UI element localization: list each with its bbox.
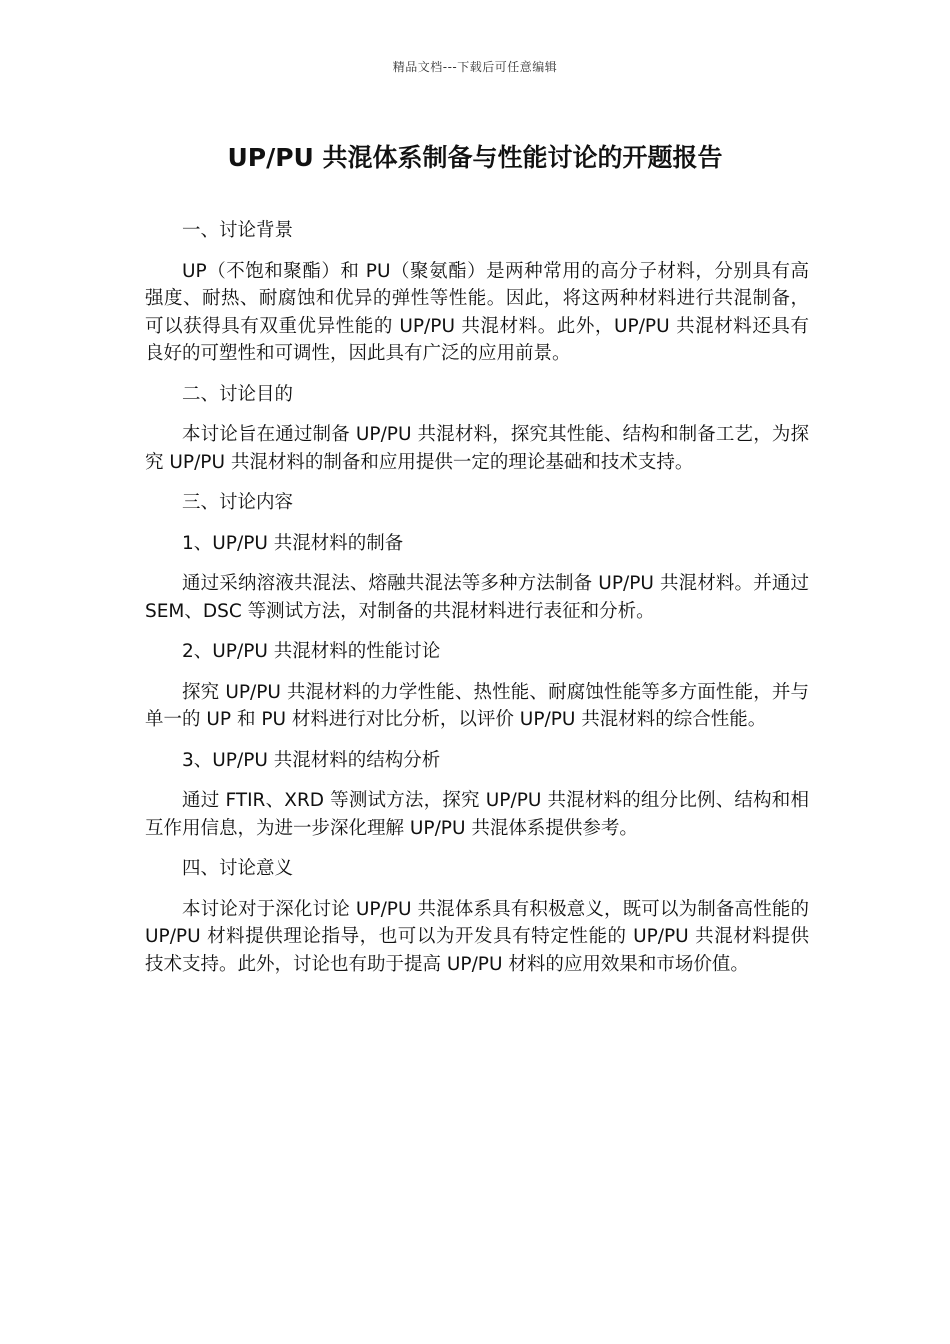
section-heading-background: 一、讨论背景 [182, 220, 294, 241]
paragraph-significance: 本讨论对于深化讨论 UP/PU 共混体系具有积极意义，既可以为制备高性能的 UP/PU 材料提供理论指导，也可以为开发具有特定性能的 UP/PU 共混材料提供技术支持。此外，讨论也有助于提高 UP/PU 材料的应用效果和市场价值。 [145, 898, 809, 975]
paragraph-performance: 探究 UP/PU 共混材料的力学性能、热性能、耐腐蚀性能等多方面性能，并与单一的 UP 和 PU 材料进行对比分析，以评价 UP/PU 共混材料的综合性能。 [145, 681, 809, 730]
paragraph-background: UP（不饱和聚酯）和 PU（聚氨酯）是两种常用的高分子材料，分别具有高强度、耐热、耐腐蚀和优异的弹性等性能。因此，将这两种材料进行共混制备，可以获得具有双重优异性能的 UP/PU 共混材料。此外，UP/PU 共混材料还具有良好的可塑性和可调性，因此具有广泛的应用前景。 [145, 260, 809, 364]
section-heading-purpose: 二、讨论目的 [182, 383, 294, 405]
section-heading-significance: 四、讨论意义 [182, 858, 294, 879]
paragraph-purpose: 本讨论旨在通过制备 UP/PU 共混材料，探究其性能、结构和制备工艺，为探究 UP/PU 共混材料的制备和应用提供一定的理论基础和技术支持。 [145, 424, 809, 473]
subheading-preparation: 1、UP/PU 共混材料的制备 [182, 532, 404, 554]
subheading-structure: 3、UP/PU 共混材料的结构分析 [182, 749, 441, 771]
document-body [145, 217, 809, 991]
document-title: UP/PU 共混体系制备与性能讨论的开题报告 [227, 143, 723, 172]
section-heading-content: 三、讨论内容 [182, 492, 294, 513]
paragraph-structure: 通过 FTIR、XRD 等测试方法，探究 UP/PU 共混材料的组分比例、结构和相互作用信息，为进一步深化理解 UP/PU 共混体系提供参考。 [145, 790, 809, 839]
header-watermark: 精品文档---下载后可任意编辑 [392, 60, 558, 74]
subheading-performance: 2、UP/PU 共混材料的性能讨论 [182, 641, 441, 662]
paragraph-preparation: 通过采纳溶液共混法、熔融共混法等多种方法制备 UP/PU 共混材料。并通过 SEM、DSC 等测试方法，对制备的共混材料进行表征和分析。 [145, 573, 809, 622]
